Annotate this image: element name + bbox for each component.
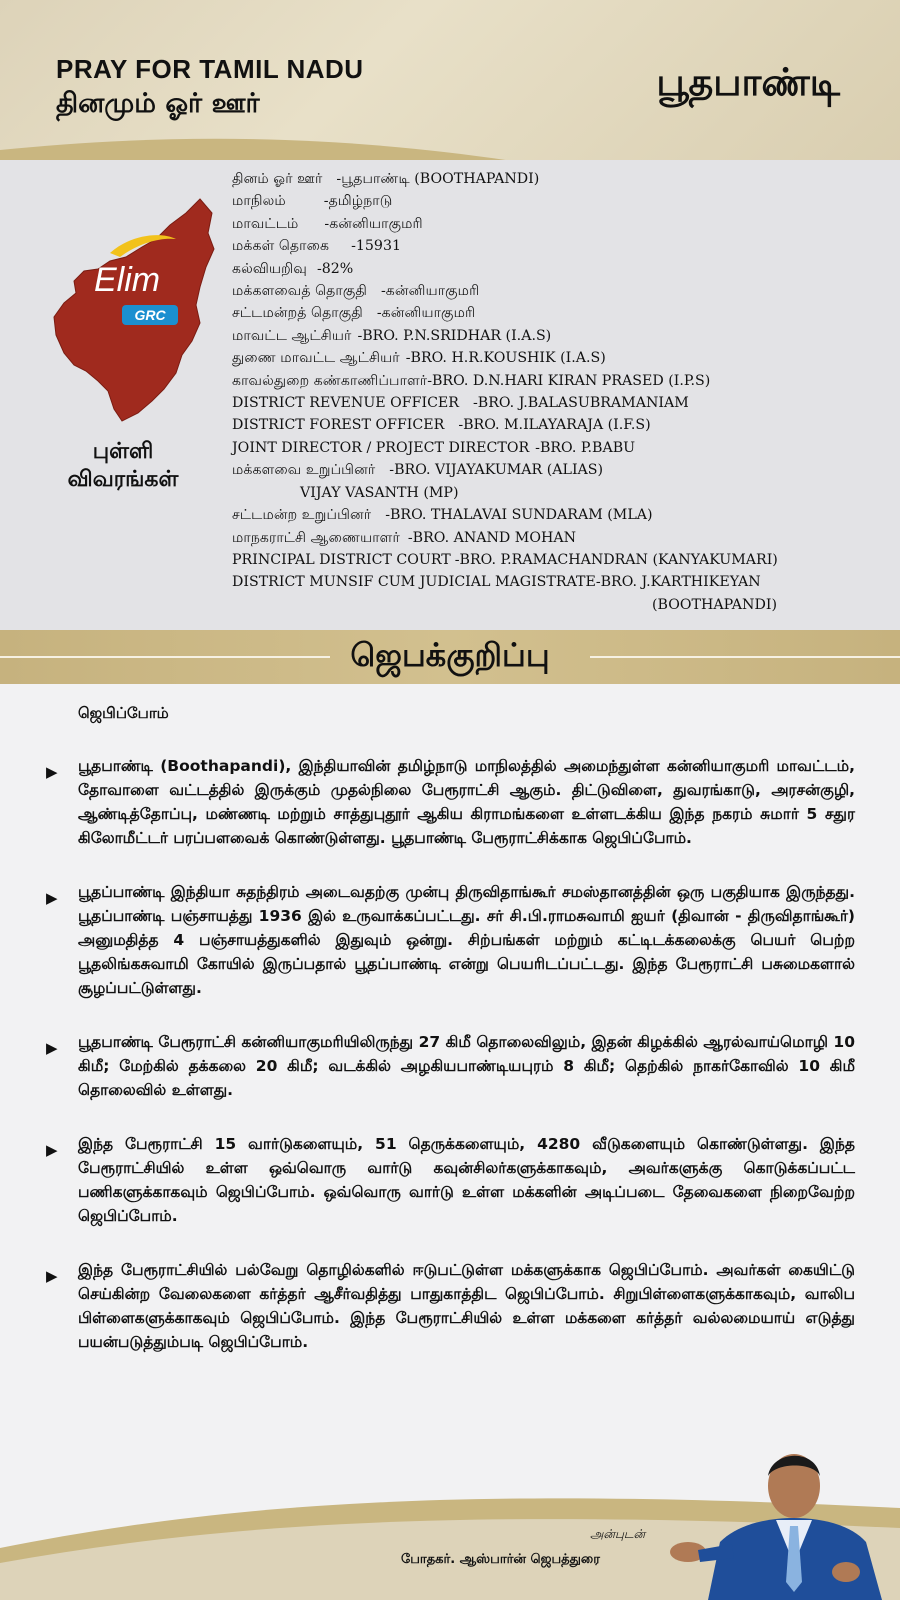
play-arrow-icon: ▶ bbox=[46, 763, 58, 781]
list-item: ▶ இந்த பேரூராட்சியில் பல்வேறு தொழில்களில் ஈடுபட்டுள்ள மக்களுக்காக ஜெபிப்போம். அவர்கள் கையிட்டு செய்கின்ற வேலைகளை கர்த்தர் ஆசீர்வதித்து பாதுகாத்திட ஜெபிப்போம். சிறுபிள்ளைகளுக்காகவும், வாலிப பிள்ளைகளுக்காகவும் ஜெபிப்போம். இந்த பேரூராட்சியில் உள்ள மக்களை கர்த்தர் வல்லமையாய் எடுத்து பயன்படுத்தும்படி ஜெபிப்போம். bbox=[46, 1261, 855, 1351]
village-title: பூதபாண்டி bbox=[656, 60, 840, 104]
fact-row: DISTRICT FOREST OFFICER -BRO. M.ILAYARAJA (I.F.S) bbox=[232, 417, 651, 434]
signature-name: போதகர். ஆஸ்பார்ன் ஜெபத்துரை bbox=[401, 1552, 600, 1567]
fact-row: மாவட்டம் -கன்னியாகுமரி bbox=[232, 215, 423, 232]
stats-caption bbox=[48, 438, 198, 494]
play-arrow-icon: ▶ bbox=[46, 1141, 58, 1159]
fact-row: DISTRICT MUNSIF CUM JUDICIAL MAGISTRATE-BRO. J.KARTHIKEYAN bbox=[232, 574, 761, 591]
brand-title-tamil: தினமும் ஓர் ஊர் bbox=[56, 88, 260, 119]
fact-row: துணை மாவட்ட ஆட்சியர் -BRO. H.R.KOUSHIK (I.A.S) bbox=[232, 350, 606, 367]
logo-text-sub: GRC bbox=[134, 307, 166, 323]
fact-row: மக்கள் தொகை -15931 bbox=[232, 238, 402, 255]
stats-caption-line2: விவரங்கள் bbox=[67, 467, 179, 492]
fact-row: JOINT DIRECTOR / PROJECT DIRECTOR -BRO. P.BABU bbox=[232, 439, 636, 456]
fact-row: மாநிலம் -தமிழ்நாடு bbox=[232, 193, 393, 210]
fact-row: சட்டமன்ற உறுப்பினர் -BRO. THALAVAI SUNDARAM (MLA) bbox=[232, 507, 653, 524]
prayer-points-list bbox=[40, 754, 855, 1384]
stats-caption-line1: புள்ளி bbox=[92, 439, 154, 464]
list-item: ▶ பூதபாண்டி (Boothapandi), இந்தியாவின் தமிழ்நாடு மாநிலத்தில் அமைந்துள்ள கன்னியாகுமரி மாவட்டம், தோவாளை வட்டத்தில் இருக்கும் முதல்நிலை பேரூராட்சி ஆகும். திட்டுவிளை, துவரங்காடு, அரசன்குழி, ஆண்டித்தோப்பு, மண்ணடி மற்றும் சாத்துபுதூர் ஆகிய கிராமங்களை உள்ளடக்கிய இந்த நகரம் சுமார் 5 சதுர கிலோமீட்டர் பரப்பளவைக் கொண்டுள்ளது. பூதபாண்டி பேரூராட்சிக்காக ஜெபிப்போம். bbox=[46, 757, 855, 847]
fact-row: காவல்துறை கண்காணிப்பாளர்-BRO. D.N.HARI KIRAN PRASED (I.P.S) bbox=[232, 372, 711, 389]
fact-row: சட்டமன்றத் தொகுதி -கன்னியாகுமரி bbox=[232, 305, 476, 322]
list-item: ▶ இந்த பேரூராட்சி 15 வார்டுகளையும், 51 தெருக்களையும், 4280 வீடுகளையும் கொண்டுள்ளது. இந்த பேரூராட்சியில் உள்ள ஒவ்வொரு வார்டு கவுன்சிலர்களுக்காகவும், அவர்களுக்கு கொடுக்கப்பட்ட பணிகளுக்காகவும் ஜெபிப்போம். ஒவ்வொரு வார்டு உள்ள மக்களின் அடிப்படை தேவைகளை நிறைவேற்ற ஜெபிப்போம். bbox=[46, 1135, 855, 1225]
fact-row: மக்களவைத் தொகுதி -கன்னியாகுமரி bbox=[232, 283, 480, 300]
prayer-points-title: ஜெபக்குறிப்பு bbox=[350, 636, 550, 674]
fact-row: PRINCIPAL DISTRICT COURT -BRO. P.RAMACHANDRAN (KANYAKUMARI) bbox=[232, 551, 778, 568]
fact-row: மக்களவை உறுப்பினர் -BRO. VIJAYAKUMAR (ALIAS) bbox=[232, 462, 604, 479]
fact-row: மாநகராட்சி ஆணையாளர் -BRO. ANAND MOHAN bbox=[232, 529, 576, 546]
header-band bbox=[0, 0, 900, 175]
fact-row: DISTRICT REVENUE OFFICER -BRO. J.BALASUBRAMANIAM bbox=[232, 395, 689, 412]
list-item: ▶ பூதபாண்டி பேரூராட்சி கன்னியாகுமரியிலிருந்து 27 கிமீ தொலைவிலும், இதன் கிழக்கில் ஆரல்வாய்மொழி 10 கிமீ; மேற்கில் தக்கலை 20 கிமீ; வடக்கில் அழகியபாண்டியபுரம் 8 கிமீ; தெற்கில் நாகர்கோவில் 10 கிமீ தொலைவில் உள்ளது. bbox=[46, 1033, 855, 1099]
list-item: ▶ பூதப்பாண்டி இந்தியா சுதந்திரம் அடைவதற்கு முன்பு திருவிதாங்கூர் சமஸ்தானத்தின் ஒரு பகுதியாக இருந்தது. பூதப்பாண்டி பஞ்சாயத்து 1936 இல் உருவாக்கப்பட்டது. சர் சி.பி.ராமசுவாமி ஐயர் (திவான் - திருவிதாங்கூர்) அனுமதித்த 4 பஞ்சாயத்துகளில் இதுவும் ஒன்று. சிற்பங்கள் மற்றும் கட்டிடக்கலைக்கு பெயர் பெற்ற பூதலிங்கசுவாமி கோயில் இருப்பதால் பூதப்பாண்டி என்று பெயரிடப்பட்டது. இந்த பேரூராட்சி பசுமைகளால் சூழப்பட்டுள்ளது. bbox=[46, 883, 855, 997]
signature-greeting: அன்புடன் bbox=[590, 1527, 646, 1541]
fact-row: மாவட்ட ஆட்சியர் -BRO. P.N.SRIDHAR (I.A.S) bbox=[232, 327, 552, 344]
pastor-portrait-icon bbox=[668, 1432, 900, 1600]
tamil-nadu-map-icon bbox=[50, 195, 220, 425]
play-arrow-icon: ▶ bbox=[46, 889, 58, 907]
fact-row: கல்வியறிவு -82% bbox=[232, 260, 354, 277]
prayer-lead: ஜெபிப்போம் bbox=[78, 704, 169, 722]
brand-title-english: PRAY FOR TAMIL NADU bbox=[56, 54, 364, 84]
play-arrow-icon: ▶ bbox=[46, 1267, 58, 1285]
fact-row: (BOOTHAPANDI) bbox=[652, 596, 777, 613]
fact-row: தினம் ஓர் ஊர் -பூதபாண்டி (BOOTHAPANDI) bbox=[232, 171, 540, 187]
prayer-points-banner bbox=[0, 630, 900, 684]
fact-row: VIJAY VASANTH (MP) bbox=[300, 484, 459, 501]
statistics-section bbox=[0, 160, 900, 630]
logo-text-main: Elim bbox=[94, 261, 161, 299]
facts-list bbox=[232, 168, 778, 616]
play-arrow-icon: ▶ bbox=[46, 1039, 58, 1057]
